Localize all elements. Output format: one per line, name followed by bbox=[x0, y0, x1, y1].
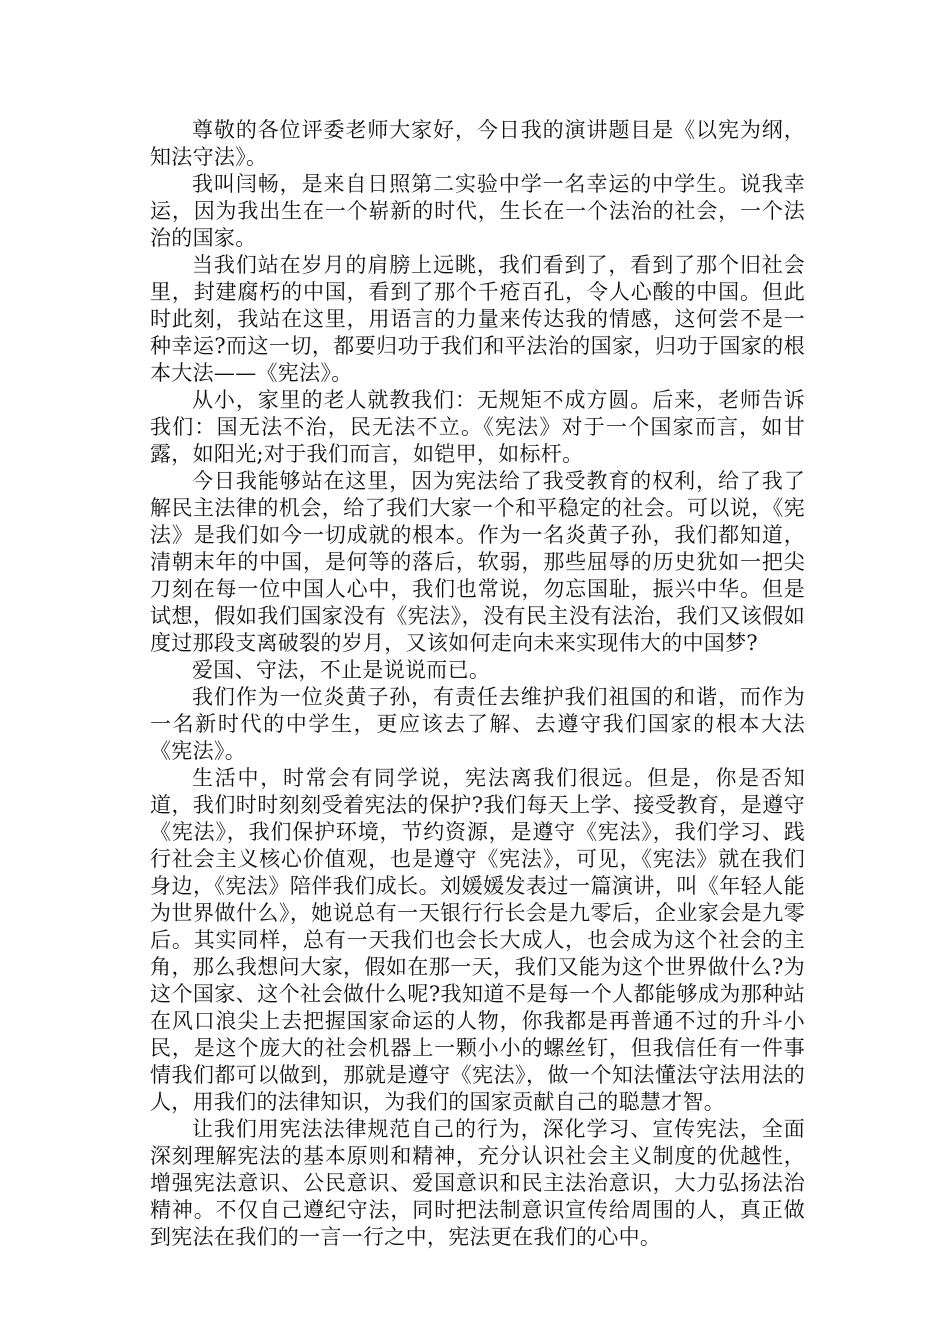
paragraph-patriotism: 爱国、守法，不止是说说而已。 bbox=[192, 658, 491, 682]
paragraph-childhood: 从小，家里的老人就教我们：无规矩不成方圆。后来，老师告诉我们：国无法不治，民无法不立。《宪法》对于一个国家而言，如甘露，如阳光;对于我们而言，如铠甲，如标杆。 bbox=[150, 388, 805, 466]
paragraph-opening: 尊敬的各位评委老师大家好，今日我的演讲题目是《以宪为纲，知法守法》。 bbox=[150, 118, 805, 169]
paragraph-self-introduction: 我叫闫畅，是来自日照第二实验中学一名幸运的中学生。说我幸运，因为我出生在一个崭新的时代，生长在一个法治的社会，一个法治的国家。 bbox=[150, 172, 805, 250]
paragraph-daily-life: 生活中，时常会有同学说，宪法离我们很远。但是，你是否知道，我们时时刻刻受着宪法的保护?我们每天上学、接受教育，是遵守《宪法》，我们保护环境，节约资源，是遵守《宪法》，我们学习、践行社会主义核心价值观，也是遵守《宪法》，可见，《宪法》就在我们身边，《宪法》陪伴我们成长。刘媛媛发表过一篇演讲，叫《年轻人能为世界做什么》，她说总有一天银行行长会是九零后，企业家会是九零后。其实同样，总有一天我们也会长大成人，也会成为这个社会的主角，那么我想问大家，假如在那一天，我们又能为这个世界做什么?为这个国家、这个社会做什么呢?我知道不是每一个人都能够成为那种站在风口浪尖上去把握国家命运的人物，你我都是再普通不过的升斗小民，是这个庞大的社会机器上一颗小小的螺丝钉，但我信任有一件事情我们都可以做到，那就是遵守《宪法》，做一个知法懂法守法用法的人，用我们的法律知识，为我们的国家贡献自己的聪慧才智。 bbox=[150, 766, 805, 1114]
paragraph-history: 当我们站在岁月的肩膀上远眺，我们看到了，看到了那个旧社会里，封建腐朽的中国，看到了那个千疮百孔，令人心酸的中国。但此时此刻，我站在这里，用语言的力量来传达我的情感，这何尝不是一种幸运?而这一切，都要归功于我们和平法治的国家，归功于国家的根本大法——《宪法》。 bbox=[150, 253, 805, 385]
paragraph-education-rights: 今日我能够站在这里，因为宪法给了我受教育的权利，给了我了解民主法律的机会，给了我们大家一个和平稳定的社会。可以说，《宪法》是我们如今一切成就的根本。作为一名炎黄子孙，我们都知道，清朝末年的中国，是何等的落后，软弱，那些屈辱的历史犹如一把尖刀刻在每一位中国人心中，我们也常说，勿忘国耻，振兴中华。但是试想，假如我们国家没有《宪法》，没有民主没有法治，我们又该假如度过那段支离破裂的岁月，又该如何走向未来实现伟大的中国梦? bbox=[150, 469, 805, 655]
paragraph-conclusion: 让我们用宪法法律规范自己的行为，深化学习、宣传宪法，全面深刻理解宪法的基本原则和精神，充分认识社会主义制度的优越性，增强宪法意识、公民意识、爱国意识和民主法治意识，大力弘扬法治精神。不仅自己遵纪守法，同时把法制意识宣传给周围的人，真正做到宪法在我们的一言一行之中，宪法更在我们的心中。 bbox=[150, 1117, 805, 1249]
speech-body bbox=[150, 117, 805, 1251]
paragraph-responsibility: 我们作为一位炎黄子孙，有责任去维护我们祖国的和谐，而作为一名新时代的中学生，更应该去了解、去遵守我们国家的根本大法《宪法》。 bbox=[150, 685, 805, 763]
